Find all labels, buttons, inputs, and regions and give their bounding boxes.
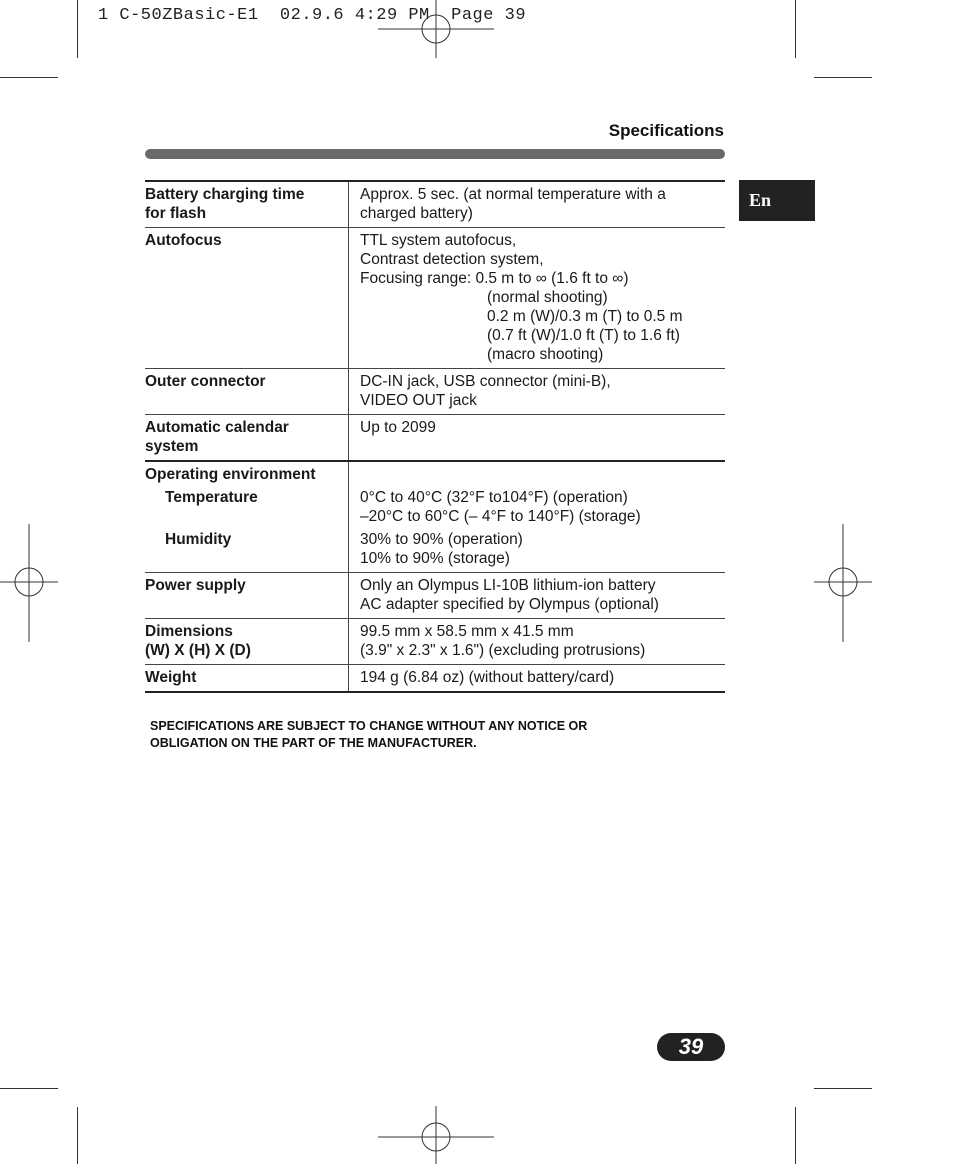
crop-mark	[814, 77, 872, 78]
section-title: Specifications	[608, 121, 724, 140]
spec-value: 194 g (6.84 oz) (without battery/card)	[360, 669, 615, 686]
spec-value: 0°C to 40°C (32°F to104°F) (operation) –20°C to 60°C (– 4°F to 140°F) (storage) 30% to 90% (operation) 10% to 90% (storage)	[360, 489, 641, 567]
print-slug: 1 C-50ZBasic-E1 02.9.6 4:29 PM Page 39	[98, 6, 527, 25]
spec-row	[145, 573, 725, 619]
crop-mark	[814, 1088, 872, 1089]
registration-mark-icon	[814, 524, 872, 642]
header-rule	[145, 149, 725, 159]
crop-mark	[77, 0, 78, 58]
spec-label: Weight	[145, 665, 349, 693]
spec-label: Autofocus	[145, 228, 349, 369]
specifications-table	[145, 180, 725, 693]
language-tab: En	[739, 180, 815, 221]
spec-row	[145, 665, 725, 693]
spec-value: TTL system autofocus, Contrast detection system, Focusing range: 0.5 m to ∞ (1.6 ft to ∞) (normal shooting) 0.2 m (W)/0.3 m (T) to 0.5 m (0.7 ft (W)/1.0 ft (T) to 1.6 ft) (macro shooting)	[360, 232, 683, 363]
spec-label: Battery charging time for flash	[145, 181, 349, 228]
page-number-badge: 39	[657, 1033, 725, 1061]
spec-value: Up to 2099	[360, 419, 436, 436]
spec-row	[145, 181, 725, 228]
spec-value: DC-IN jack, USB connector (mini-B), VIDEO OUT jack	[360, 373, 611, 409]
crop-mark	[795, 1107, 796, 1164]
spec-label: Operating environment Temperature Humidity	[145, 461, 349, 573]
spec-row	[145, 369, 725, 415]
spec-label: Dimensions (W) X (H) X (D)	[145, 619, 349, 665]
spec-row	[145, 228, 725, 369]
crop-mark	[0, 1088, 58, 1089]
spec-row	[145, 619, 725, 665]
spec-label: Power supply	[145, 573, 349, 619]
crop-mark	[77, 1107, 78, 1164]
spec-value: 99.5 mm x 58.5 mm x 41.5 mm (3.9" x 2.3" x 1.6") (excluding protrusions)	[360, 623, 646, 659]
disclaimer-notice: SPECIFICATIONS ARE SUBJECT TO CHANGE WITHOUT ANY NOTICE OR OBLIGATION ON THE PART OF THE MANUFACTURER.	[150, 719, 588, 750]
spec-value: Only an Olympus LI-10B lithium-ion battery AC adapter specified by Olympus (optional)	[360, 577, 659, 613]
crop-mark	[0, 77, 58, 78]
registration-mark-icon	[0, 524, 58, 642]
spec-row	[145, 415, 725, 462]
spec-value: Approx. 5 sec. (at normal temperature with a charged battery)	[360, 186, 666, 222]
spec-label: Automatic calendar system	[145, 415, 349, 462]
registration-mark-icon	[378, 0, 494, 58]
spec-label: Outer connector	[145, 369, 349, 415]
crop-mark	[795, 0, 796, 58]
registration-mark-icon	[378, 1106, 494, 1164]
spec-row	[145, 461, 725, 573]
